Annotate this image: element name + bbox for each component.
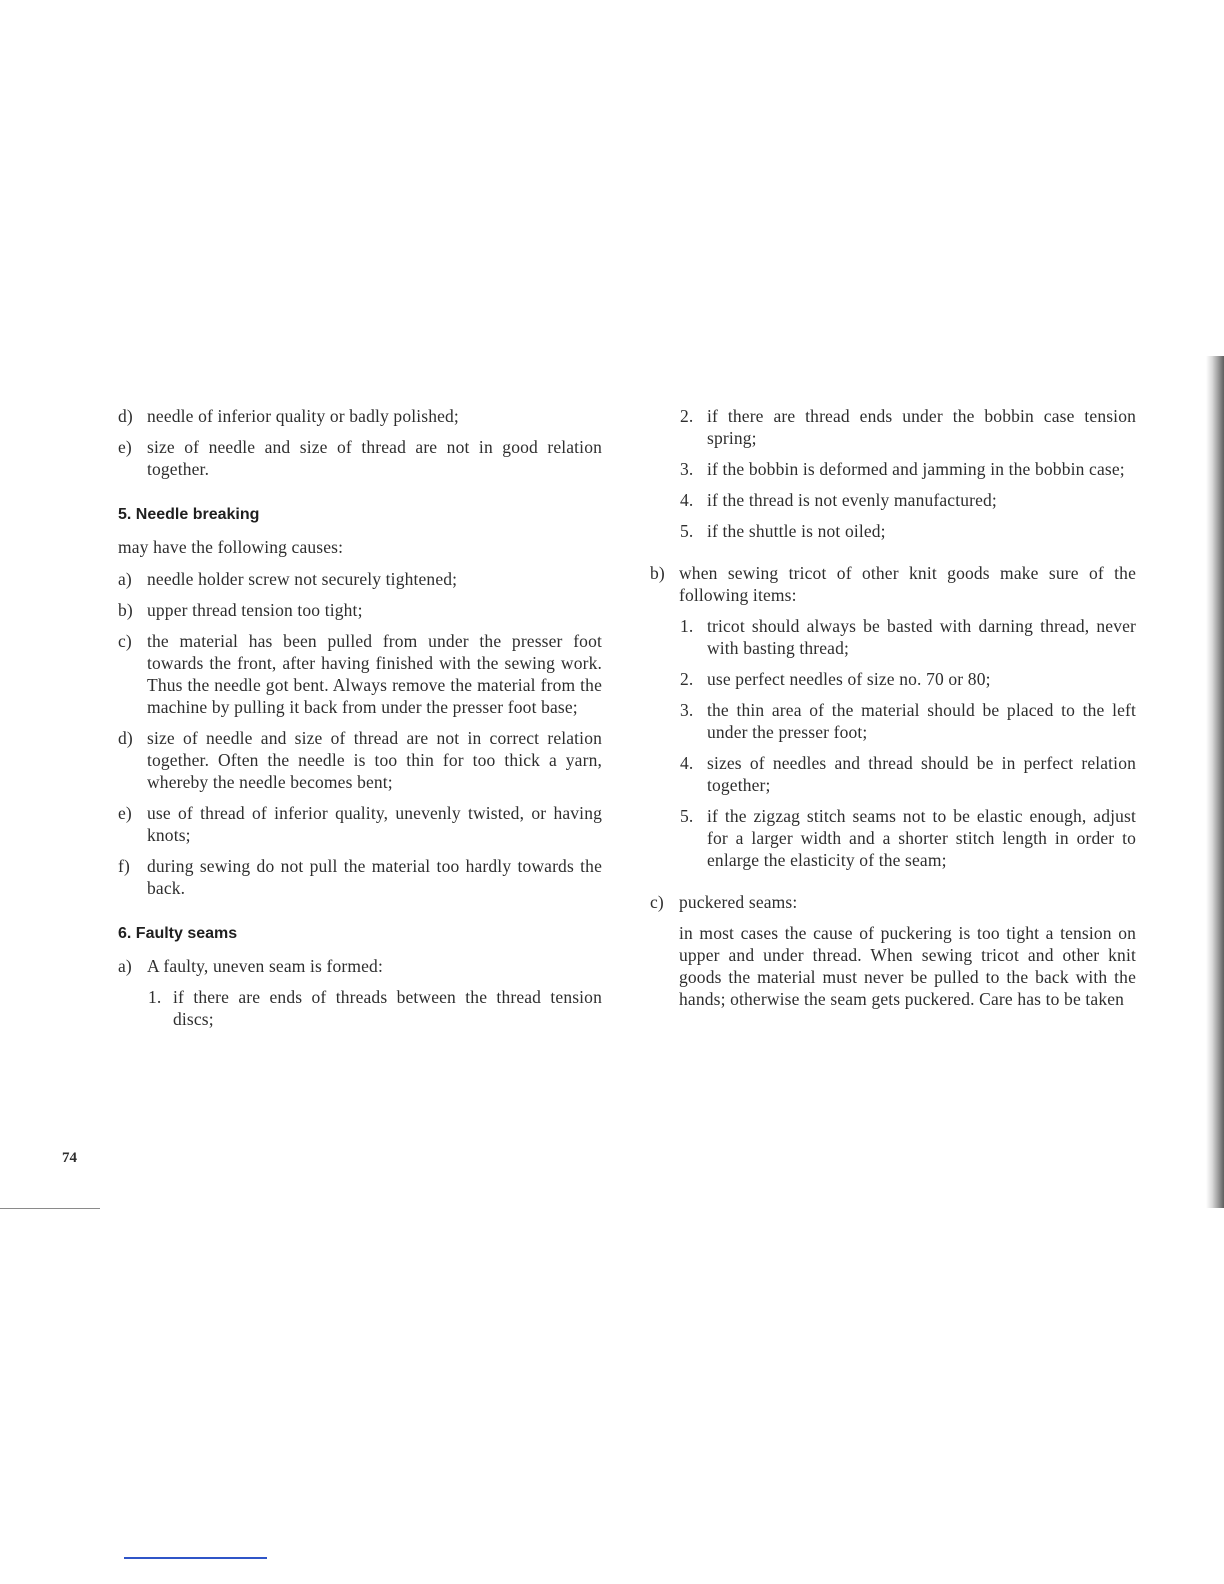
item-label: e) bbox=[118, 437, 132, 457]
item-text: if the zigzag stitch seams not to be elastic enough, adjust for a larger width and a shorter stitch length in order to enlarge the elasticity of the seam; bbox=[707, 806, 1136, 870]
item-label: b) bbox=[650, 563, 665, 583]
list-item bbox=[118, 855, 602, 899]
item-label: 4. bbox=[680, 753, 694, 773]
sub-list-item bbox=[680, 458, 1136, 480]
item-label: 1. bbox=[680, 616, 694, 636]
section-intro: may have the following causes: bbox=[118, 537, 344, 557]
item-text: when sewing tricot of other knit goods make sure of the following items: bbox=[679, 563, 1136, 605]
item-text: A faulty, uneven seam is formed: bbox=[147, 956, 383, 976]
item-text: size of needle and size of thread are not in good relation together. bbox=[147, 437, 602, 479]
item-label: d) bbox=[118, 406, 133, 426]
list-item bbox=[118, 568, 602, 590]
item-text: if there are thread ends under the bobbin case tension spring; bbox=[707, 406, 1136, 448]
list-item bbox=[118, 599, 602, 621]
item-text: the thin area of the material should be placed to the left under the presser foot; bbox=[707, 700, 1136, 742]
section-heading-faulty-seams: 6. Faulty seams bbox=[118, 925, 238, 942]
item-label: 1. bbox=[148, 987, 162, 1007]
list-item bbox=[650, 562, 1136, 606]
list-item bbox=[118, 955, 602, 977]
item-text: if the shuttle is not oiled; bbox=[707, 521, 886, 541]
item-text: sizes of needles and thread should be in perfect relation together; bbox=[707, 753, 1136, 795]
list-item bbox=[118, 405, 602, 427]
item-label: a) bbox=[118, 569, 132, 589]
list-item bbox=[118, 436, 602, 480]
item-label: 5. bbox=[680, 806, 694, 826]
sub-list-item bbox=[148, 986, 602, 1030]
item-label: d) bbox=[118, 728, 133, 748]
page-number: 74 bbox=[62, 1150, 77, 1166]
item-text: size of needle and size of thread are not in correct relation together. Often the needle is too thin for too thick a yarn, whereby the needle becomes bent; bbox=[147, 728, 602, 792]
right-column bbox=[650, 405, 1136, 1010]
sub-list-item bbox=[680, 405, 1136, 449]
item-text: use perfect needles of size no. 70 or 80; bbox=[707, 669, 991, 689]
paragraph: in most cases the cause of puckering is too tight a tension on upper and under thread. When sewing tricot and other knit goods the material must never be pulled to the back with the hands; otherwise the seam gets puckered. Care has to be taken bbox=[679, 923, 1136, 1009]
item-label: b) bbox=[118, 600, 133, 620]
item-label: e) bbox=[118, 803, 132, 823]
item-label: a) bbox=[118, 956, 132, 976]
sub-list-item bbox=[680, 615, 1136, 659]
page-edge-shadow bbox=[1206, 356, 1224, 1208]
sub-list-item bbox=[680, 699, 1136, 743]
item-text: during sewing do not pull the material too hardly towards the back. bbox=[147, 856, 602, 898]
sub-list-item bbox=[680, 489, 1136, 511]
list-item bbox=[118, 727, 602, 793]
sub-list-item bbox=[680, 520, 1136, 542]
item-label: f) bbox=[118, 856, 130, 876]
item-text: if the thread is not evenly manufactured; bbox=[707, 490, 997, 510]
item-label: 3. bbox=[680, 700, 694, 720]
sub-list-item bbox=[680, 752, 1136, 796]
list-item bbox=[118, 630, 602, 718]
item-label: c) bbox=[650, 892, 664, 912]
item-label: 2. bbox=[680, 669, 694, 689]
item-text: puckered seams: bbox=[679, 892, 798, 912]
item-text: if the bobbin is deformed and jamming in the bobbin case; bbox=[707, 459, 1125, 479]
item-text: tricot should always be basted with darning thread, never with basting thread; bbox=[707, 616, 1136, 658]
sub-list-item bbox=[680, 668, 1136, 690]
left-column bbox=[118, 405, 602, 1039]
item-label: 2. bbox=[680, 406, 694, 426]
item-label: 4. bbox=[680, 490, 694, 510]
list-item bbox=[650, 891, 1136, 913]
section-heading-needle-breaking: 5. Needle breaking bbox=[118, 506, 260, 523]
item-label: 3. bbox=[680, 459, 694, 479]
divider-line bbox=[0, 1208, 100, 1209]
item-text: needle holder screw not securely tightened; bbox=[147, 569, 458, 589]
sub-list-item bbox=[680, 805, 1136, 871]
item-text: needle of inferior quality or badly polished; bbox=[147, 406, 459, 426]
item-text: use of thread of inferior quality, unevenly twisted, or having knots; bbox=[147, 803, 602, 845]
item-text: if there are ends of threads between the thread tension discs; bbox=[173, 987, 602, 1029]
item-label: 5. bbox=[680, 521, 694, 541]
item-text: upper thread tension too tight; bbox=[147, 600, 363, 620]
list-item bbox=[118, 802, 602, 846]
bottom-rule bbox=[124, 1557, 267, 1559]
item-text: the material has been pulled from under the presser foot towards the front, after having finished with the sewing work. Thus the needle got bent. Always remove the material from the machine by pulling it back from under the presser foot base; bbox=[147, 631, 602, 717]
item-label: c) bbox=[118, 631, 132, 651]
